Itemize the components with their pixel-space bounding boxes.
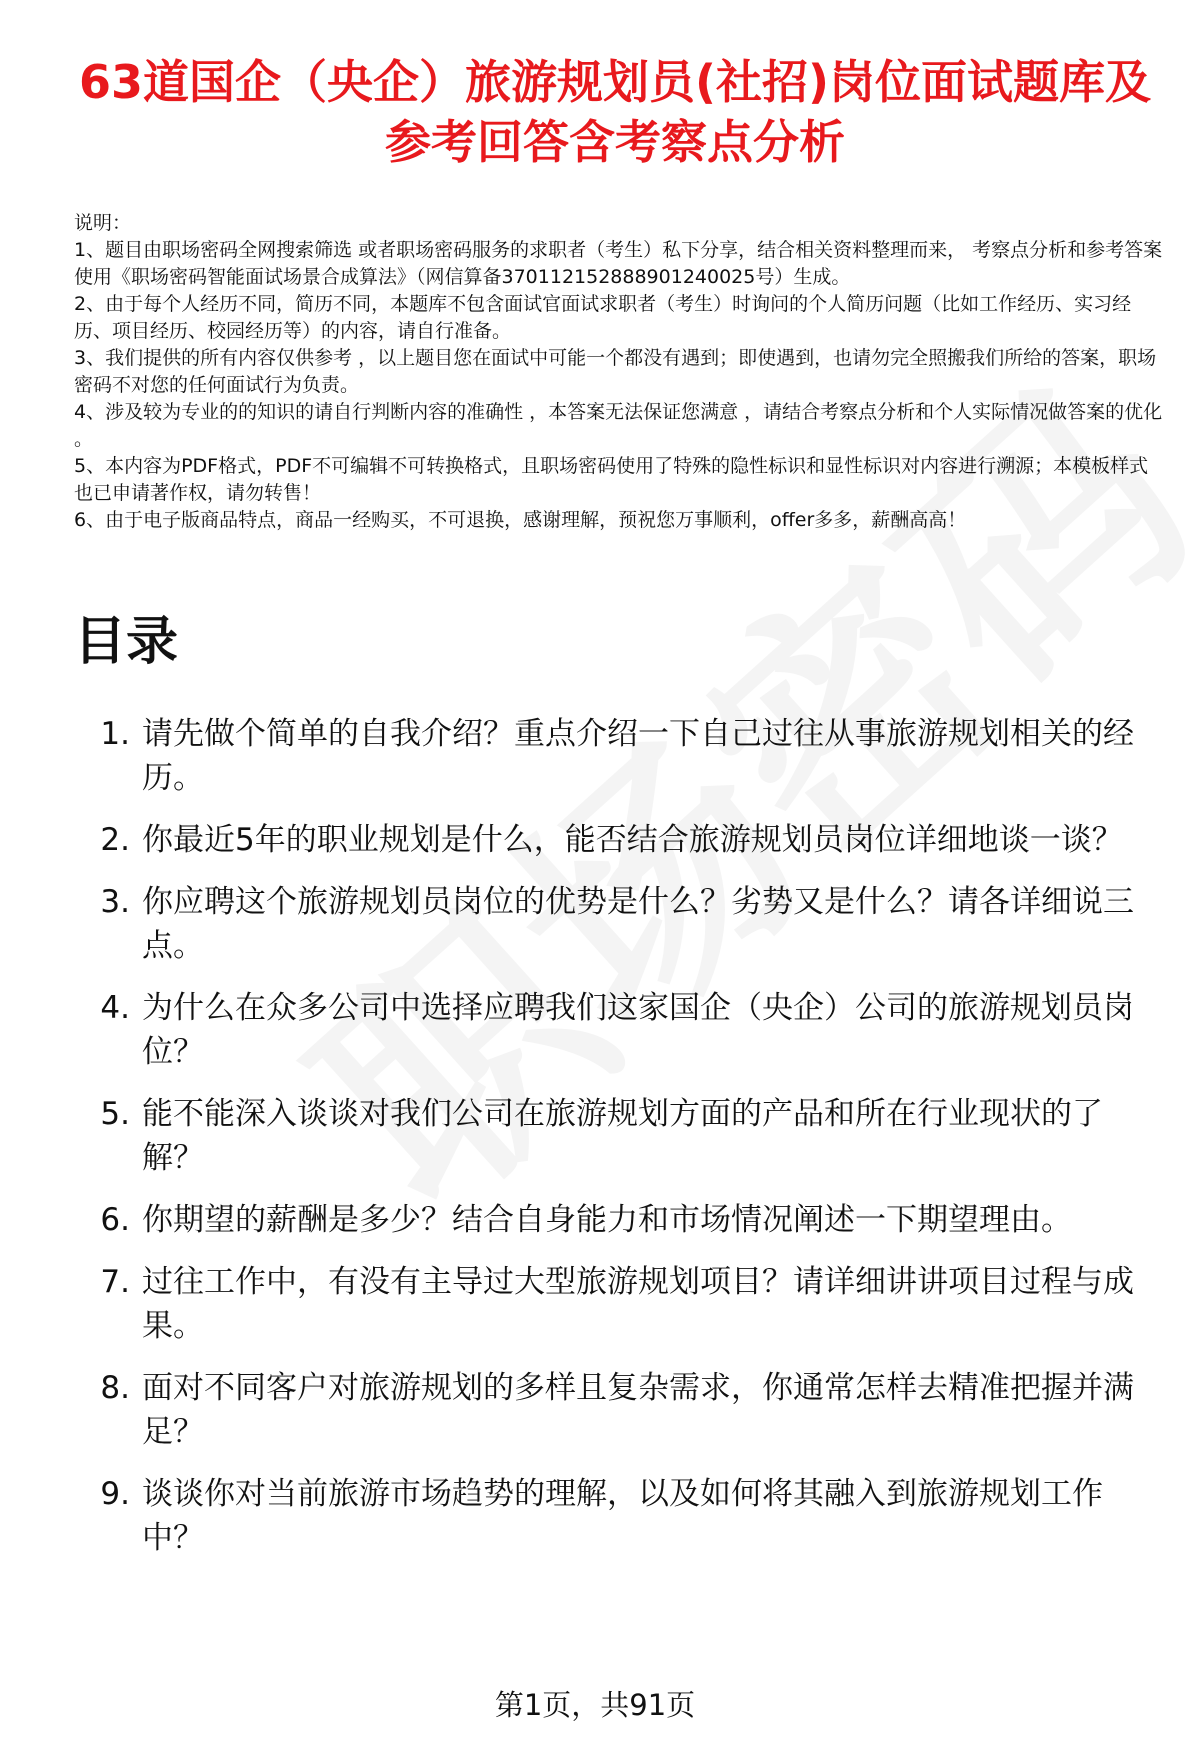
toc-item-text: 你应聘这个旅游规划员岗位的优势是什么？劣势又是什么？请各详细说三点。 [142, 884, 1134, 964]
toc-item-text: 谈谈你对当前旅游市场趋势的理解，以及如何将其融入到旅游规划工作中？ [142, 1476, 1103, 1556]
toc-item[interactable] [74, 1198, 1164, 1242]
toc-heading: 目录 [74, 612, 179, 672]
toc-item[interactable] [74, 818, 1164, 862]
toc-item-text: 为什么在众多公司中选择应聘我们这家国企（央企）公司的旅游规划员岗位？ [142, 990, 1134, 1070]
toc-list [74, 712, 1164, 1578]
toc-item-number: 5. [100, 1096, 130, 1132]
toc-item-number: 7. [100, 1264, 130, 1300]
note-item-1: 1、题目由职场密码全网搜索筛选 或者职场密码服务的求职者（考生）私下分享，结合相关资料整理而来， 考察点分析和参考答案使用《职场密码智能面试场景合成算法》（网信算备370112152888901240025号）生成。 [74, 239, 1163, 288]
toc-item[interactable] [74, 1366, 1164, 1454]
toc-item[interactable] [74, 986, 1164, 1074]
toc-item[interactable] [74, 1260, 1164, 1348]
toc-item-number: 3. [100, 884, 130, 920]
toc-item-text: 面对不同客户对旅游规划的多样且复杂需求，你通常怎样去精准把握并满足？ [142, 1370, 1134, 1450]
note-item-6: 6、由于电子版商品特点，商品一经购买，不可退换，感谢理解，预祝您万事顺利，offer多多，薪酬高高！ [74, 509, 967, 531]
toc-item-number: 9. [100, 1476, 130, 1512]
toc-item-text: 过往工作中，有没有主导过大型旅游规划项目？请详细讲讲项目过程与成果。 [142, 1264, 1134, 1344]
toc-item-text: 你期望的薪酬是多少？结合自身能力和市场情况阐述一下期望理由。 [142, 1202, 1072, 1238]
toc-item-text: 能不能深入谈谈对我们公司在旅游规划方面的产品和所在行业现状的了解？ [142, 1096, 1103, 1176]
toc-item[interactable] [74, 712, 1164, 800]
document-title: 63道国企（央企）旅游规划员(社招)岗位面试题库及参考回答含考察点分析 [78, 55, 1152, 169]
toc-item[interactable] [74, 1472, 1164, 1560]
notes-section [74, 210, 1164, 534]
toc-item-number: 4. [100, 990, 130, 1026]
toc-item-number: 8. [100, 1370, 130, 1406]
note-item-2: 2、由于每个人经历不同，简历不同，本题库不包含面试官面试求职者（考生）时询问的个人简历问题（比如工作经历、实习经历、项目经历、校园经历等）的内容，请自行准备。 [74, 293, 1132, 342]
toc-item-text: 你最近5年的职业规划是什么，能否结合旅游规划员岗位详细地谈一谈？ [142, 822, 1123, 858]
toc-item-number: 6. [100, 1202, 130, 1238]
note-item-3: 3、我们提供的所有内容仅供参考 ，以上题目您在面试中可能一个都没有遇到；即使遇到，也请勿完全照搬我们所给的答案，职场密码不对您的任何面试行为负责。 [74, 347, 1157, 396]
note-item-5: 5、本内容为PDF格式，PDF不可编辑不可转换格式，且职场密码使用了特殊的隐性标识和显性标识对内容进行溯源；本模板样式也已申请著作权，请勿转售！ [74, 455, 1149, 504]
notes-heading: 说明： [74, 212, 132, 234]
toc-item[interactable] [74, 880, 1164, 968]
toc-item-number: 2. [100, 822, 130, 858]
note-item-4: 4、涉及较为专业的的知识的请自行判断内容的准确性 ，本答案无法保证您满意 ，请结合考察点分析和个人实际情况做答案的优化 。 [74, 401, 1163, 450]
toc-item-text: 请先做个简单的自我介绍？重点介绍一下自己过往从事旅游规划相关的经历。 [142, 716, 1134, 796]
toc-item-number: 1. [100, 716, 130, 752]
toc-item[interactable] [74, 1092, 1164, 1180]
page-number: 第1页，共91页 [494, 1688, 696, 1722]
